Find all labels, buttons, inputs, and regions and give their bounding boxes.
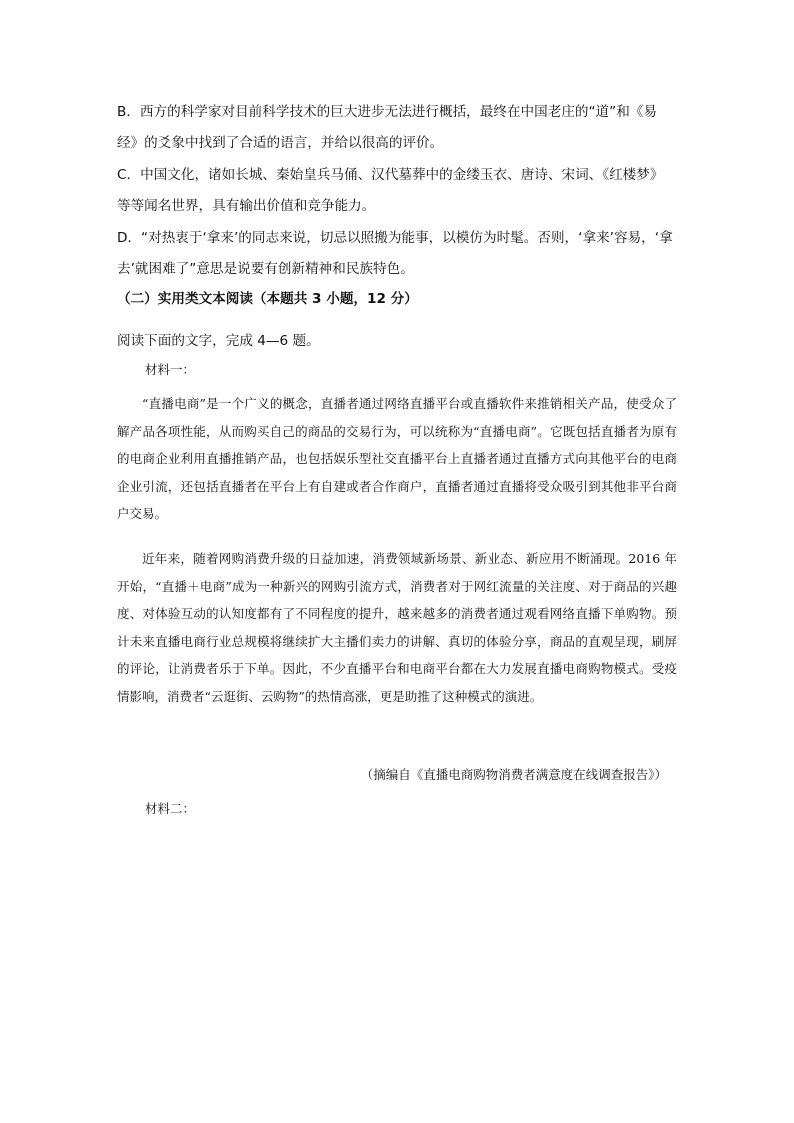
option-d: D．“对热衷于‘拿来’的同志来说，切忌以照搬为能事，以模仿为时髦。否则，‘拿来’容易，‘拿去’就困难了”意思是说要有创新精神和民族特色。 xyxy=(117,230,673,277)
material-one-label: 材料一： xyxy=(145,362,196,377)
option-b: B．西方的科学家对目前科学技术的巨大进步无法进行概括，最终在中国老庄的“道”和《易经》的爻象中找到了合适的语言，并给以很高的评价。 xyxy=(117,104,657,151)
material-two-label: 材料二： xyxy=(145,801,196,816)
material-one-source: （摘编自《直播电商购物消费者满意度在线调查报告》） xyxy=(360,767,667,782)
option-c: C．中国文化，诸如长城、秦始皇兵马俑、汉代墓葬中的金缕玉衣、唐诗、宋词、《红楼梦》等等闻名世界，具有输出价值和竞争能力。 xyxy=(117,167,664,214)
material-one-paragraph: “直播电商”是一个广义的概念，直播者通过网络直播平台或直播软件来推销相关产品，使受众了解产品各项性能，从而购买自己的商品的交易行为，可以统称为“直播电商”。它既包括直播者为原有的电商企业利用直播推销产品，也包括娱乐型社交直播平台上直播者通过直播方式向其他平台的电商企业引流，还包括直播者在平台上有自建或者合作商户，直播者通过直播将受众吸引到其他非平台商户交易。 xyxy=(117,396,677,521)
material-one-paragraph: 近年来，随着网购消费升级的日益加速，消费领域新场景、新业态、新应用不断涌现。2016 年开始，“直播＋电商”成为一种新兴的网购引流方式，消费者对于网红流量的关注度、对于商品的兴趣度、对体验互动的认知度都有了不同程度的提升，越来越多的消费者通过观看网络直播下单购物。预计未来直播电商行业总规模将继续扩大主播们卖力的讲解、真切的体验分享，商品的直观呈现，刷屏的评论，让消费者乐于下单。因此，不少直播平台和电商平台都在大力发展直播电商购物模式。受疫情影响，消费者“云逛街、云购物”的热情高涨，更是助推了这种模式的演进。 xyxy=(117,551,677,704)
section-heading: （二）实用类文本阅读（本题共 3 小题，12 分） xyxy=(117,291,418,307)
reading-instruction: 阅读下面的文字，完成 4—6 题。 xyxy=(117,333,320,349)
